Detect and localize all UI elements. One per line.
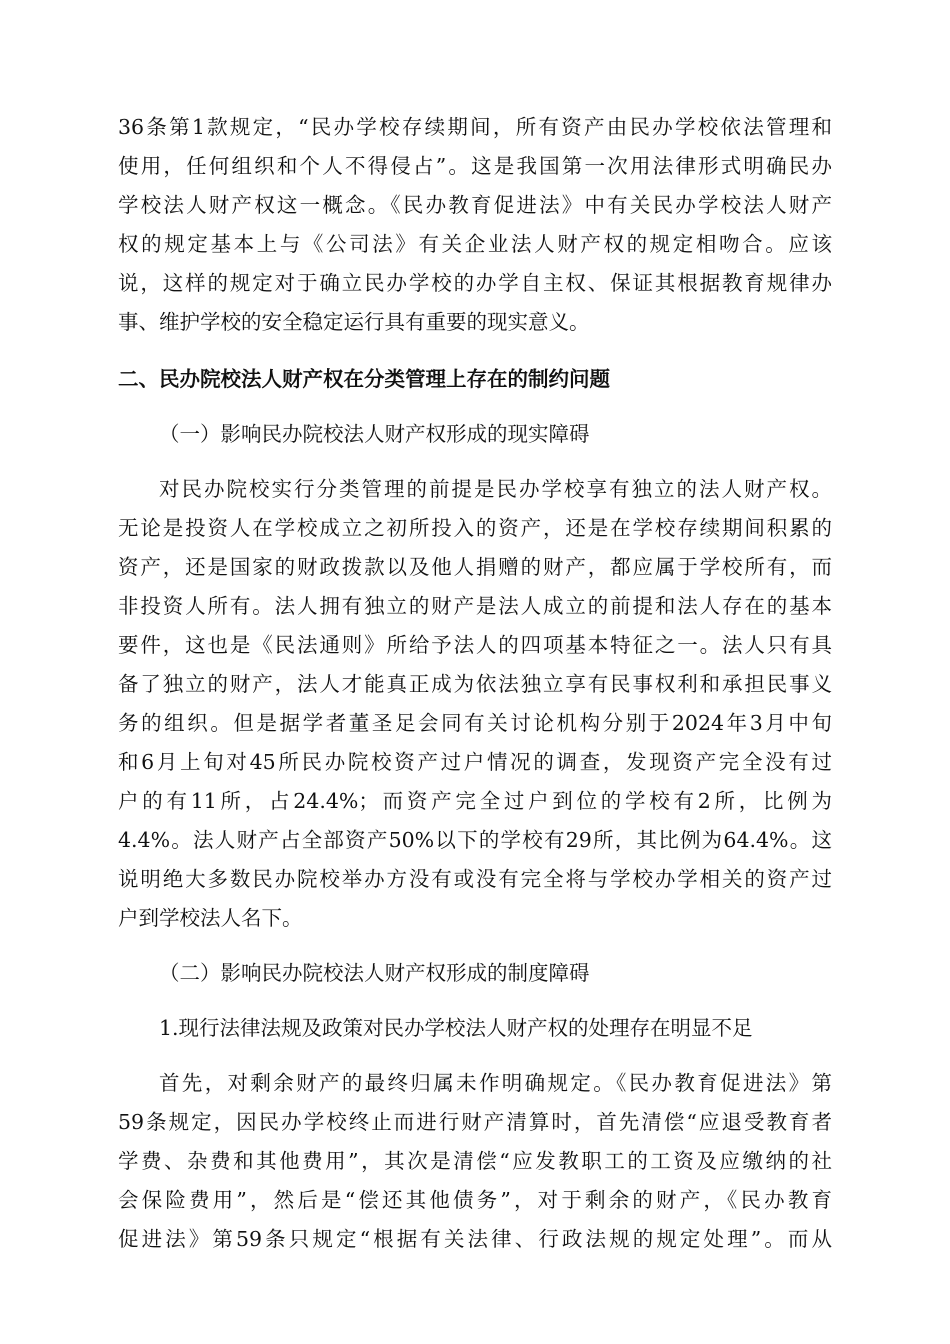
text-line: 非投资人所有。法人拥有独立的财产是法人成立的前提和法人存在的基本 [118, 594, 832, 618]
text-line: 首先，对剩余财产的最终归属未作明确规定。《民办教育促进法》第 [159, 1071, 832, 1095]
text-line: 对民办院校实行分类管理的前提是民办学校享有独立的法人财产权。 [159, 477, 832, 501]
spacer [118, 938, 832, 954]
text-line: 说明绝大多数民办院校举办方没有或没有完全将与学校办学相关的资产过 [118, 867, 832, 891]
text-line: 促进法》第59条只规定“根据有关法律、行政法规的规定处理”。而从 [118, 1227, 832, 1251]
text-line: 和6月上旬对45所民办院校资产过户情况的调查，发现资产完全没有过 [118, 750, 832, 774]
text-line: 59条规定，因民办学校终止而进行财产清算时，首先清偿“应退受教育者 [118, 1110, 832, 1134]
text-line: 务的组织。但是据学者董圣足会同有关讨论机构分别于2024年3月中旬 [118, 711, 832, 735]
text-line: 学校法人财产权这一概念。《民办教育促进法》中有关民办学校法人财产 [118, 193, 832, 217]
text-line: 户到学校法人名下。 [118, 906, 303, 930]
text-line: 使用，任何组织和个人不得侵占”。这是我国第一次用法律形式明确民办 [118, 154, 832, 178]
text-line: 无论是投资人在学校成立之初所投入的资产，还是在学校存续期间积累的 [118, 516, 832, 540]
spacer [118, 454, 832, 470]
subsection-heading-2: （二）影响民办院校法人财产权形成的制度障碍 [159, 961, 590, 985]
paragraph-institutional-obstacles [118, 1064, 832, 1259]
text-line: 户的有11所，占24.4%；而资产完全过户到位的学校有2所，比例为 [118, 789, 832, 813]
text-line: 资产，还是国家的财政拨款以及他人捐赠的财产，都应属于学校所有，而 [118, 555, 832, 579]
spacer [118, 1048, 832, 1064]
spacer [118, 399, 832, 415]
text-line: 事、维护学校的安全稳定运行具有重要的现实意义。 [118, 310, 590, 334]
paragraph-legal-basis [118, 108, 832, 342]
paragraph-practical-obstacles [118, 470, 832, 938]
text-line: 说，这样的规定对于确立民办学校的办学自主权、保证其根据教育规律办 [118, 271, 832, 295]
text-line: 会保险费用”，然后是“偿还其他债务”，对于剩余的财产，《民办教育 [118, 1188, 832, 1212]
spacer [118, 342, 832, 360]
document-body [118, 108, 832, 1259]
text-line: 备了独立的财产，法人才能真正成为依法独立享有民事权利和承担民事义 [118, 672, 832, 696]
section-heading: 二、民办院校法人财产权在分类管理上存在的制约问题 [118, 367, 610, 391]
subsection-heading-1: （一）影响民办院校法人财产权形成的现实障碍 [159, 422, 590, 446]
text-line: 学费、杂费和其他费用”，其次是清偿“应发教职工的工资及应缴纳的社 [118, 1149, 832, 1173]
subsection-heading-3: 1.现行法律法规及政策对民办学校法人财产权的处理存在明显不足 [159, 1016, 753, 1040]
text-line: 要件，这也是《民法通则》所给予法人的四项基本特征之一。法人只有具 [118, 633, 832, 657]
text-line: 4.4%。法人财产占全部资产50%以下的学校有29所，其比例为64.4%。这 [118, 828, 832, 852]
text-line: 36条第1款规定，“民办学校存续期间，所有资产由民办学校依法管理和 [118, 115, 832, 139]
text-line: 权的规定基本上与《公司法》有关企业法人财产权的规定相吻合。应该 [118, 232, 832, 256]
spacer [118, 993, 832, 1009]
